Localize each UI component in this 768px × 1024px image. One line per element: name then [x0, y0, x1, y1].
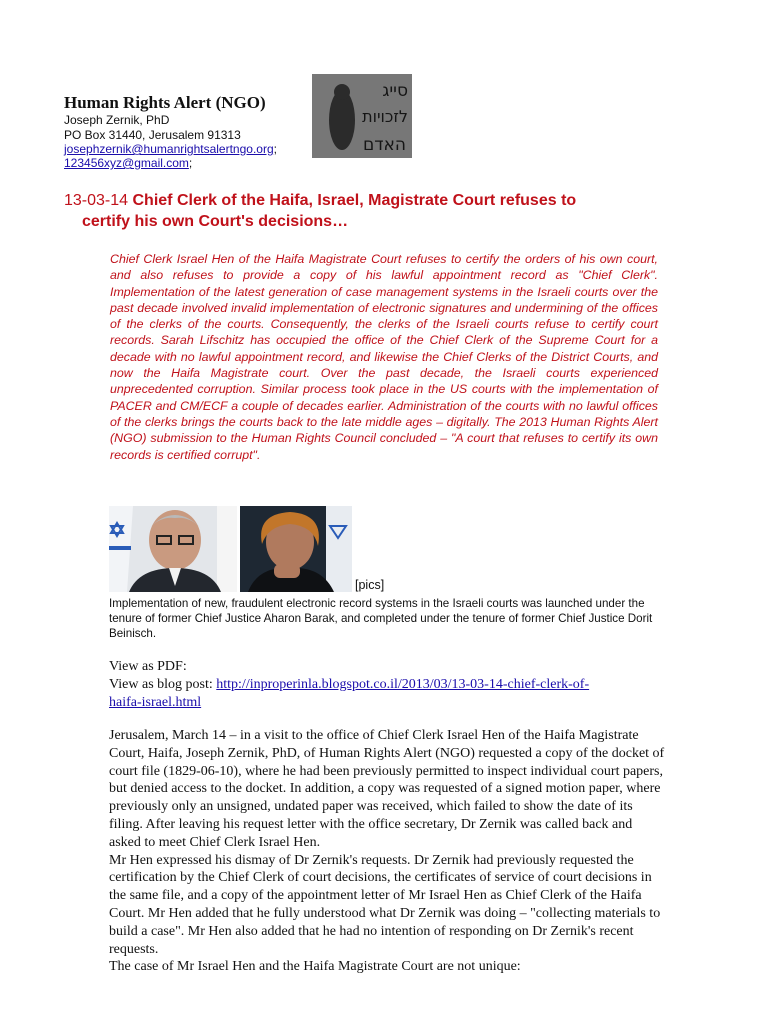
- email-line-2: [64, 156, 192, 170]
- abstract-paragraph: Chief Clerk Israel Hen of the Haifa Magistrate Court refuses to certify the orders of his own court, and also refuses to provide a copy of his lawful appointment record as "Chief Clerk". Implementation of the latest generation of case management systems in the Israeli courts over the past decade involved invalid implementation of electronic signatures and undermining of the offices of the clerks of the courts. Consequently, the clerks of the Israeli courts refuse to certify court records. Sarah Lifschitz has occupied the office of the Chief Clerk of the Supreme Court for a decade with no lawful appointment record, and likewise the Chief Clerks of the District Courts, and now the Haifa Magistrate court. Over the past decade, the Israeli courts experienced unprecedented corruption. Similar process took place in the US courts with the implementation of PACER and CM/ECF a couple of decades earlier. Administration of the courts with no lawful offices of the clerks brings the courts back to the late middle ages – digitally. The 2013 Human Rights Alert (NGO) submission to the Human Rights Council concluded – "A court that refuses to certify its own records is certified corrupt".: [110, 252, 658, 462]
- body-paragraph-3: The case of Mr Israel Hen and the Haifa Magistrate Court are not unique:: [109, 959, 521, 975]
- ngo-logo: [312, 74, 412, 158]
- headline: [64, 190, 704, 232]
- blog-url-link[interactable]: http://inproperinla.blogspot.co.il/2013/03/13-03-14-chief-clerk-of-: [216, 677, 590, 692]
- email-link-1[interactable]: josephzernik@humanrightsalertngo.org: [64, 142, 274, 156]
- blog-label: View as blog post:: [109, 677, 217, 692]
- org-title: Human Rights Alert (NGO): [64, 93, 266, 112]
- email-link-2[interactable]: 123456xyz@gmail.com: [64, 156, 189, 170]
- logo-text-2: לזכויות: [362, 107, 408, 126]
- logo-graphic: [312, 74, 412, 158]
- logo-text-1: סייג: [382, 81, 408, 101]
- headline-title-1: Chief Clerk of the Haifa, Israel, Magistrate Court refuses to: [132, 192, 577, 209]
- blog-url-link-cont[interactable]: haifa-israel.html: [109, 695, 202, 710]
- article-body: [109, 727, 665, 976]
- body-paragraph-2: Mr Hen expressed his dismay of Dr Zernik's requests. Dr Zernik had previously requested the certification by the Chief Clerk of court decisions, the certificates of service of court decisions in the same file, and a copy of the appointment letter of Mr Israel Hen as Chief Clerk of the Haifa Court. Mr Hen added that he fully understood what Dr Zernik was doing – "collecting materials to build a case". Mr Hen also added that he had no intention of responding on Dr Zernik's recent requests.: [109, 852, 661, 957]
- author-name: Joseph Zernik, PhD: [64, 113, 170, 127]
- email-line-1: [64, 142, 277, 156]
- photo-dorit-beinisch: [240, 506, 352, 592]
- body-paragraph-1: Jerusalem, March 14 – in a visit to the office of Chief Clerk Israel Hen of the Haifa Magistrate Court, Haifa, Joseph Zernik, PhD, of Human Rights Alert (NGO) requested a copy of the docket of court file (1829-06-10), where he had been previously permitted to inspect individual court papers, but denied access to the docket. In addition, a copy was requested of a signed motion paper, where previously only an unsigned, undated paper was received, which failed to show the date of its filing. After leaving his request letter with the office secretary, Dr Zernik was called back and asked to meet Chief Clerk Israel Hen.: [109, 728, 665, 850]
- headline-date: 13-03-14: [64, 192, 129, 209]
- photo-caption: Implementation of new, fraudulent electronic record systems in the Israeli courts was launched under the tenure of former Chief Justice Aharon Barak, and completed under the tenure of former Chief Justice Dorit Beinisch.: [109, 597, 653, 640]
- logo-text-3: האדם: [362, 135, 406, 155]
- pics-label: [pics]: [355, 578, 385, 592]
- pdf-label[interactable]: View as PDF:: [109, 659, 187, 674]
- blog-link-line: [109, 676, 669, 694]
- blog-url-cont: [109, 694, 201, 712]
- photo-aharon-barak: [109, 506, 237, 592]
- headline-line-1: [64, 190, 704, 211]
- headline-title-2: certify his own Court's decisions…: [82, 213, 349, 230]
- email-sep-2: ;: [188, 156, 193, 170]
- email-sep-1: ;: [273, 142, 277, 156]
- postal-address: PO Box 31440, Jerusalem 91313: [64, 128, 241, 142]
